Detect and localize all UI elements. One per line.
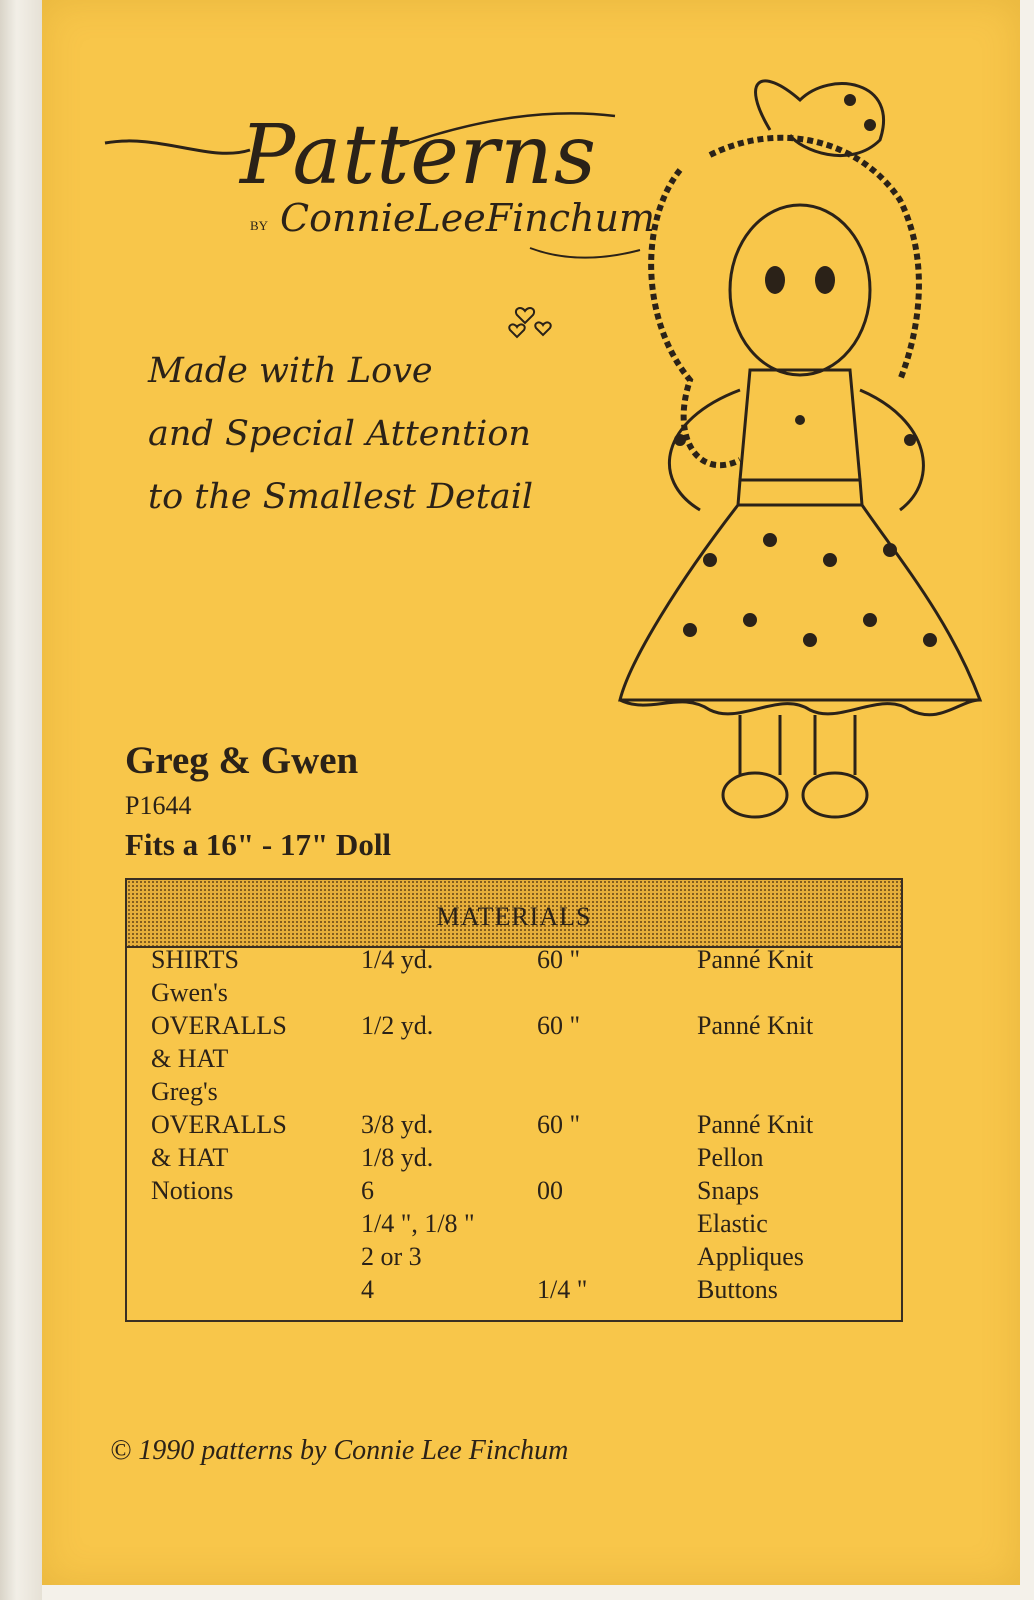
materials-fabric-cell: Pellon [697,1143,764,1172]
materials-fabric-cell: Panné Knit [697,1110,814,1139]
brand-title: Patterns [240,108,597,203]
copyright: © 1990 patterns by Connie Lee Finchum [110,1435,569,1466]
materials-qty-cell: 3/8 yd. [361,1110,434,1139]
motto-line: and Special Attention [148,414,531,454]
materials-qty-cell: 6 [361,1176,374,1205]
materials-item-cell: Notions [151,1176,234,1205]
materials-width-cell: 00 [537,1176,563,1205]
motto-line: Made with Love [148,351,433,391]
materials-header [127,880,901,948]
materials-fabric-cell: Buttons [697,1275,778,1304]
materials-width-cell: 60 " [537,945,581,974]
materials-width-cell: 1/4 " [537,1275,588,1304]
brand-by: by [250,214,269,234]
brand-logo [100,88,660,288]
pattern-code: P1644 [125,791,192,820]
hearts-icon [505,295,565,345]
materials-item-cell: SHIRTS [151,945,240,974]
materials-fabric-cell: Appliques [697,1242,804,1271]
materials-item-cell: Greg's [151,1077,218,1106]
materials-item-cell: OVERALLS [151,1011,287,1040]
motto-line: to the Smallest Detail [148,477,534,517]
pattern-title: Greg & Gwen [125,739,359,782]
materials-qty-cell: 1/4 yd. [361,945,434,974]
materials-qty-cell: 1/8 yd. [361,1143,434,1172]
materials-header-label: MATERIALS [436,902,592,931]
materials-item-cell: & HAT [151,1143,229,1172]
materials-qty-cell: 1/2 yd. [361,1011,434,1040]
motto [148,340,533,529]
materials-table [125,878,903,1322]
materials-item-cell: & HAT [151,1044,229,1073]
doll-size: Fits a 16" - 17" Doll [125,827,392,862]
materials-width-cell: 60 " [537,1011,581,1040]
materials-fabric-cell: Elastic [697,1209,768,1238]
materials-fabric-cell: Snaps [697,1176,760,1205]
materials-qty-cell: 4 [361,1275,374,1304]
paper-edge [0,0,42,1600]
doll-illustration [600,60,1000,840]
brand-author: ConnieLeeFinchum [280,196,656,240]
materials-fabric-cell: Panné Knit [697,1011,814,1040]
materials-fabric-cell: Panné Knit [697,945,814,974]
materials-item-cell: Gwen's [151,978,228,1007]
materials-qty-cell: 1/4 ", 1/8 " [361,1209,475,1238]
materials-item-cell: OVERALLS [151,1110,287,1139]
materials-qty-cell: 2 or 3 [361,1242,422,1271]
materials-width-cell: 60 " [537,1110,581,1139]
